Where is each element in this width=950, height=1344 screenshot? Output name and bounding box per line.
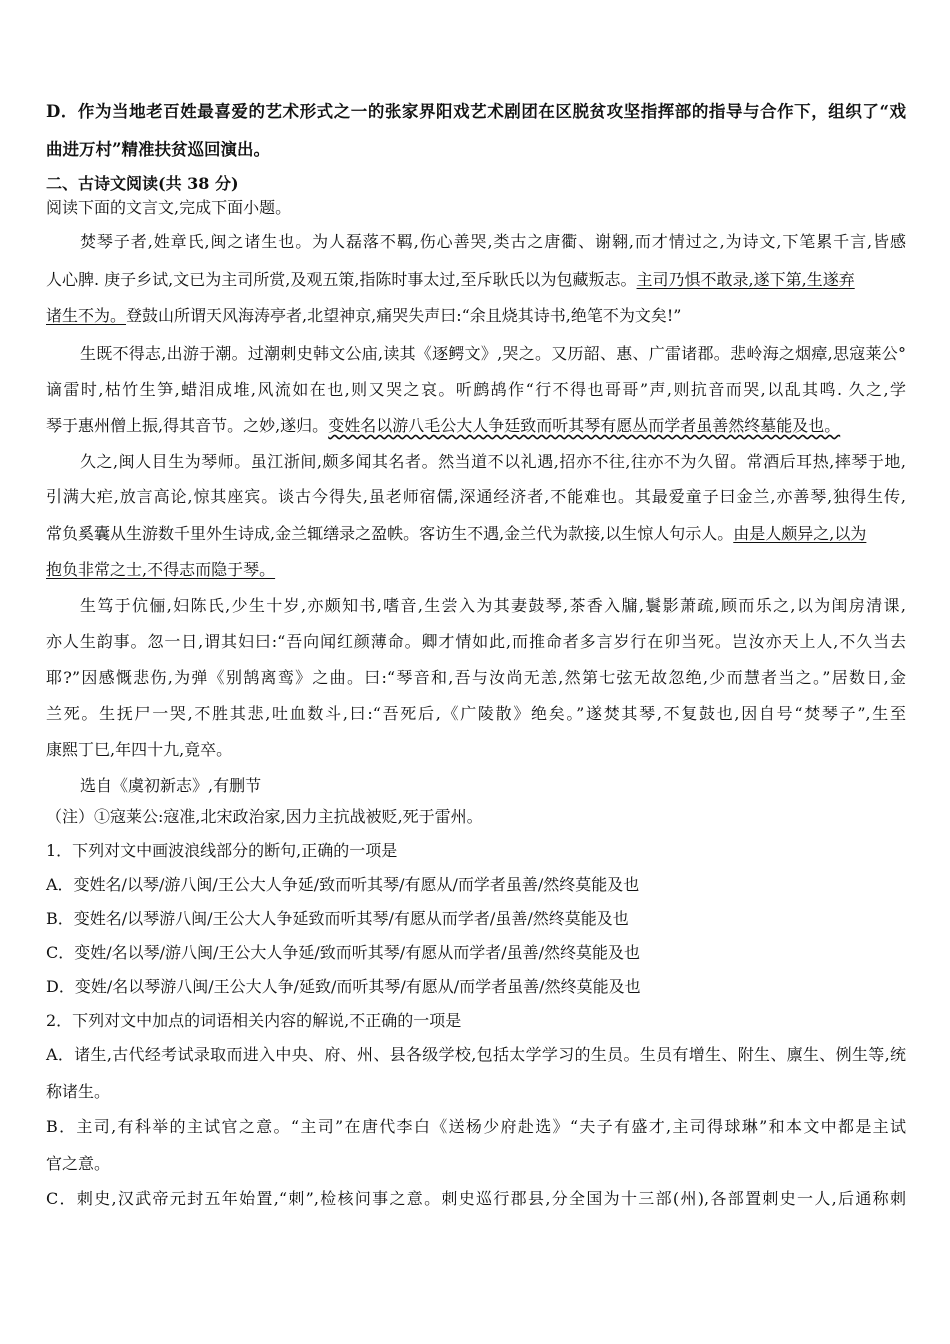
- passage-p4-line2: 亦人生韵事。忽一日,谓其妇曰:“吾向闻红颜薄命。卿才情如此,而推命者多言岁行在卯当死。岂汝亦天上人,不久当去: [46, 632, 906, 651]
- passage-text: 琴于惠州僧上振,得其音节。之妙,遂归。: [46, 416, 329, 435]
- item-d-line1: D．作为当地老百姓最喜爱的艺术形式之一的张家界阳戏艺术剧团在区脱贫攻坚指挥部的指导与合作下，组织了“戏: [46, 102, 906, 121]
- question-1-option-c: C．变姓/名以琴/游八闽/王公大人争延/致而听其琴/有愿从而学者/虽善/然终莫能及也: [46, 943, 640, 962]
- passage-p4-line4: 兰死。生抚尸一哭,不胜其悲,吐血数斗,曰:“吾死后,《广陵散》绝矣。”遂焚其琴,不复鼓也,因自号“焚琴子”,生至: [46, 704, 906, 723]
- passage-p1-line3: [46, 306, 681, 326]
- passage-p2-line3: [46, 416, 840, 436]
- passage-p3-line4: 抱负非常之士,不得志而隐于琴。: [46, 560, 276, 579]
- passage-source: 选自《虞初新志》,有删节: [80, 776, 262, 795]
- question-2-option-a-line1: A．诸生,古代经考试录取而进入中央、府、州、县各级学校,包括太学学习的生员。生员有增生、附生、廪生、例生等,统: [46, 1045, 906, 1064]
- passage-p3-line1: 久之,闽人目生为琴师。虽江浙间,颇多闻其名者。然当道不以礼遇,招亦不往,往亦不为久留。常酒后耳热,摔琴于地,: [80, 452, 906, 471]
- underlined-sentence: 由是人颇异之,以为: [733, 524, 867, 543]
- question-1-option-a: A．变姓名/以琴/游八闽/王公大人争延/致而听其琴/有愿从/而学者虽善/然终莫能及也: [46, 875, 640, 894]
- passage-p1-line2: [46, 270, 855, 290]
- question-2-option-c-line1: C．刺史,汉武帝元封五年始置,“刺”,检核问事之意。刺史巡行郡县,分全国为十三部(州),各部置刺史一人,后通称刺: [46, 1189, 906, 1208]
- question-2-option-b-line2: 官之意。: [46, 1154, 111, 1173]
- passage-p1-line1: 焚琴子者,姓章氏,闽之诸生也。为人磊落不羁,伤心善哭,类古之唐衢、谢翱,而才情过之,为诗文,下笔累千言,皆感: [80, 232, 906, 251]
- question-2-option-b-line1: B．主司,有科举的主试官之意。“主司”在唐代李白《送杨少府赴选》“夫子有盛才,主司得球琳”和本文中都是主试: [46, 1117, 906, 1136]
- passage-p3-line2: 引满大疟,放言高论,惊其座宾。谈古今得失,虽老师宿儒,深通经济者,不能难也。其最爱童子曰金兰,亦善琴,独得生传,: [46, 487, 906, 506]
- question-1-stem: 1．下列对文中画波浪线部分的断句,正确的一项是: [46, 841, 398, 860]
- passage-p4-line3: 耶?”因感慨悲伤,为弹《别鹄离鸾》之曲。曰:“琴音和,吾与汝尚无恙,然第七弦无故忽绝,少而慧者当之。”居数日,金: [46, 668, 906, 687]
- passage-note: （注）①寇莱公:寇准,北宋政治家,因力主抗战被贬,死于雷州。: [46, 807, 483, 826]
- question-2-stem: 2．下列对文中加点的词语相关内容的解说,不正确的一项是: [46, 1011, 462, 1030]
- passage-p2-line2: 谪雷时,枯竹生笋,蜡泪成堆,风流如在也,则又哭之哀。听鹧鸪作“行不得也哥哥”声,则抗音而哭,以乱其鸣. 久之,学: [46, 380, 906, 399]
- passage-p4-line1: 生笃于伉俪,妇陈氏,少生十岁,亦颇知书,嗜音,生尝入为其妻鼓琴,茶香入牖,鬟影萧疏,顾而乐之,以为闺房清课,: [80, 596, 906, 615]
- passage-text: 常负奚囊从生游数千里外生诗成,金兰辄缮录之盈帙。客访生不遇,金兰代为款接,以生惊人句示人。: [46, 524, 734, 543]
- question-1-option-b: B．变姓名/以琴游八闽/王公大人争延致而听其琴/有愿从而学者/虽善/然终莫能及也: [46, 909, 629, 928]
- passage-text: 人心脾. 庚子乡试,文已为主司所赏,及观五策,指陈时事太过,至斥耿氏以为包藏叛志。: [46, 270, 637, 289]
- underlined-sentence: 诸生不为。: [46, 306, 127, 325]
- passage-text: 登鼓山所谓天风海涛亭者,北望神京,痛哭失声曰:“余且烧其诗书,绝笔不为文矣!”: [126, 306, 682, 325]
- item-d-line2: 曲进万村”精准扶贫巡回演出。: [46, 140, 270, 159]
- wavy-underlined-sentence: 变姓名以游八毛公大人争廷致而听其琴有愿丛而学者虽善然终墓能及也。: [328, 416, 841, 435]
- question-1-option-d: D．变姓/名以琴游八闽/王公大人争/延致/而听其琴/有愿从/而学者虽善/然终莫能及也: [46, 977, 641, 996]
- underlined-sentence: 主司乃惧不敢录,遂下第,生遂弃: [636, 270, 855, 289]
- passage-p3-line3: [46, 524, 866, 544]
- question-2-option-a-line2: 称诸生。: [46, 1082, 111, 1101]
- passage-p2-line1: 生既不得志,出游于潮。过潮刺史韩文公庙,读其《逐鳄文》,哭之。又历韶、惠、广雷诸郡。悲岭海之烟瘴,思寇莱公°: [80, 344, 906, 363]
- section-title: 二、古诗文阅读(共 38 分): [46, 174, 239, 193]
- passage-p4-line5: 康熙丁巳,年四十九,竟卒。: [46, 740, 233, 759]
- section-instruction: 阅读下面的文言文,完成下面小题。: [46, 198, 292, 217]
